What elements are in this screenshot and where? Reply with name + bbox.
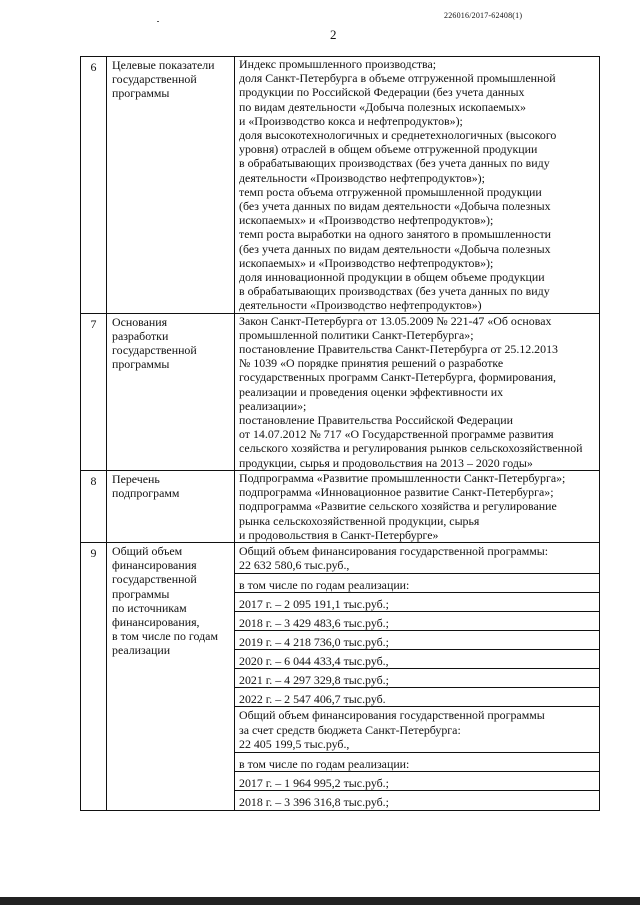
row-number: 7 bbox=[81, 313, 107, 470]
financing-row bbox=[235, 650, 599, 669]
label-line: Общий объем bbox=[112, 543, 183, 558]
passport-table bbox=[80, 56, 600, 811]
label-line: реализации bbox=[112, 643, 171, 658]
label-line: Основания bbox=[112, 314, 168, 329]
label-line: Целевые показатели bbox=[112, 58, 215, 72]
label-line: программы bbox=[112, 357, 170, 372]
content-line: продукции, сырья и продовольствия на 2013 – 2020 годы» bbox=[239, 455, 533, 470]
financing-line: 2017 г. – 2 095 191,1 тыс.руб.; bbox=[239, 597, 389, 612]
financing-line: 2017 г. – 1 964 995,2 тыс.руб.; bbox=[239, 775, 389, 790]
financing-line: 22 405 199,5 тыс.руб., bbox=[239, 736, 350, 751]
row-content bbox=[235, 470, 600, 542]
label-line: подпрограмм bbox=[112, 486, 180, 501]
content-line: постановление Правительства Санкт-Петербурга от 25.12.2013 bbox=[239, 342, 558, 357]
financing-row bbox=[235, 593, 599, 612]
table-row bbox=[81, 57, 600, 314]
content-line: Индекс промышленного производства; bbox=[239, 57, 437, 71]
financing-row bbox=[235, 574, 599, 593]
financing-line: Общий объем финансирования государственной программы bbox=[239, 708, 545, 723]
row-number: 8 bbox=[81, 470, 107, 542]
label-line: государственной bbox=[112, 572, 197, 587]
table-row bbox=[81, 470, 600, 542]
page-number: 2 bbox=[330, 27, 337, 42]
financing-line: 2021 г. – 4 297 329,8 тыс.руб.; bbox=[239, 673, 389, 688]
label-line: программы bbox=[112, 86, 170, 101]
content-line: государственных программ Санкт-Петербурга, формирования, bbox=[239, 370, 557, 385]
content-line: (без учета данных по видам деятельности «Добыча полезных bbox=[239, 199, 551, 214]
content-line: от 14.07.2012 № 717 «О Государственной программе развития bbox=[239, 427, 554, 442]
financing-row bbox=[235, 707, 599, 753]
content-line: и «Производство кокса и нефтепродуктов»); bbox=[239, 113, 463, 128]
content-line: ископаемых» и «Производство нефтепродуктов»); bbox=[239, 213, 494, 228]
financing-cell bbox=[235, 542, 600, 810]
financing-row bbox=[235, 791, 599, 810]
row-content bbox=[235, 313, 600, 470]
table-row bbox=[81, 542, 600, 810]
content-line: деятельности «Производство нефтепродуктов») bbox=[239, 298, 482, 313]
row-number: 9 bbox=[81, 542, 107, 810]
content-line: постановление Правительства Российской Федерации bbox=[239, 413, 513, 428]
label-line: разработки bbox=[112, 328, 169, 343]
content-line: № 1039 «О порядке принятия решений о разработке bbox=[239, 356, 504, 371]
label-line: Перечень bbox=[112, 471, 160, 486]
row-label bbox=[107, 470, 235, 542]
label-line: финансирования bbox=[112, 558, 197, 573]
content-line: в обрабатывающих производствах (без учета данных по виду bbox=[239, 284, 550, 299]
row-label bbox=[107, 542, 235, 810]
financing-line: 2018 г. – 3 396 316,8 тыс.руб.; bbox=[239, 794, 389, 809]
label-line: в том числе по годам bbox=[112, 629, 218, 644]
row-number: 6 bbox=[81, 57, 107, 314]
content-line: уровня) отраслей в общем объеме отгруженной продукции bbox=[239, 142, 538, 157]
content-line: темп роста объема отгруженной промышленной продукции bbox=[239, 184, 542, 199]
row-content bbox=[235, 57, 600, 314]
content-line: реализации»; bbox=[239, 398, 307, 413]
financing-line: в том числе по годам реализации: bbox=[239, 756, 410, 771]
row-label bbox=[107, 57, 235, 314]
financing-line: 2018 г. – 3 429 483,6 тыс.руб.; bbox=[239, 616, 389, 631]
financing-row bbox=[235, 772, 599, 791]
financing-line: 2019 г. – 4 218 736,0 тыс.руб.; bbox=[239, 635, 389, 650]
content-line: деятельности «Производство нефтепродуктов»); bbox=[239, 170, 485, 185]
financing-row bbox=[235, 753, 599, 772]
financing-line: за счет средств бюджета Санкт-Петербурга: bbox=[239, 722, 461, 737]
content-line: в обрабатывающих производствах (без учета данных по виду bbox=[239, 156, 550, 171]
financing-line: 2022 г. – 2 547 406,7 тыс.руб. bbox=[239, 692, 386, 707]
content-line: доля высокотехнологичных и среднетехнологичных (высокого bbox=[239, 128, 557, 143]
financing-row bbox=[235, 669, 599, 688]
content-line: подпрограмма «Развитие сельского хозяйства и регулирование bbox=[239, 499, 557, 514]
label-line: программы bbox=[112, 586, 170, 601]
label-line: финансирования, bbox=[112, 614, 200, 629]
content-line: Закон Санкт-Петербурга от 13.05.2009 № 221-47 «Об основах bbox=[239, 313, 552, 328]
financing-line: в том числе по годам реализации: bbox=[239, 578, 410, 593]
content-line: темп роста выработки на одного занятого в промышленности bbox=[239, 227, 552, 242]
content-line: Подпрограмма «Развитие промышленности Санкт-Петербурга»; bbox=[239, 470, 566, 485]
financing-row bbox=[235, 688, 599, 707]
document-id: 226016/2017-62408(1) bbox=[444, 11, 523, 20]
scan-speck bbox=[157, 21, 159, 22]
content-line: по видам деятельности «Добыча полезных ископаемых» bbox=[239, 99, 526, 114]
content-line: доля Санкт-Петербурга в объеме отгруженной промышленной bbox=[239, 71, 556, 86]
financing-line: 22 632 580,6 тыс.руб., bbox=[239, 558, 350, 573]
scan-bottom-edge bbox=[0, 897, 640, 905]
financing-row bbox=[235, 543, 599, 574]
content-line: реализации и проведения оценки эффективности их bbox=[239, 384, 504, 399]
content-line: сельского хозяйства и регулирования рынков сельскохозяйственной bbox=[239, 441, 583, 456]
financing-row bbox=[235, 631, 599, 650]
financing-line: 2020 г. – 6 044 433,4 тыс.руб., bbox=[239, 654, 389, 669]
row-label bbox=[107, 313, 235, 470]
content-line: подпрограмма «Инновационное развитие Санкт-Петербурга»; bbox=[239, 485, 554, 500]
content-line: продукции по Российской Федерации (без учета данных bbox=[239, 85, 525, 100]
content-line: промышленной политики Санкт-Петербурга»; bbox=[239, 327, 474, 342]
content-line: рынка сельскохозяйственной продукции, сырья bbox=[239, 513, 480, 528]
label-line: государственной bbox=[112, 72, 197, 87]
content-line: ископаемых» и «Производство нефтепродуктов»); bbox=[239, 255, 494, 270]
content-line: (без учета данных по видам деятельности «Добыча полезных bbox=[239, 241, 551, 256]
label-line: государственной bbox=[112, 343, 197, 358]
content-line: доля инновационной продукции в общем объеме продукции bbox=[239, 270, 545, 285]
content-line: и продовольствия в Санкт-Петербурге» bbox=[239, 527, 439, 542]
table-row bbox=[81, 313, 600, 470]
label-line: по источникам bbox=[112, 600, 187, 615]
financing-line: Общий объем финансирования государственной программы: bbox=[239, 543, 549, 558]
financing-row bbox=[235, 612, 599, 631]
